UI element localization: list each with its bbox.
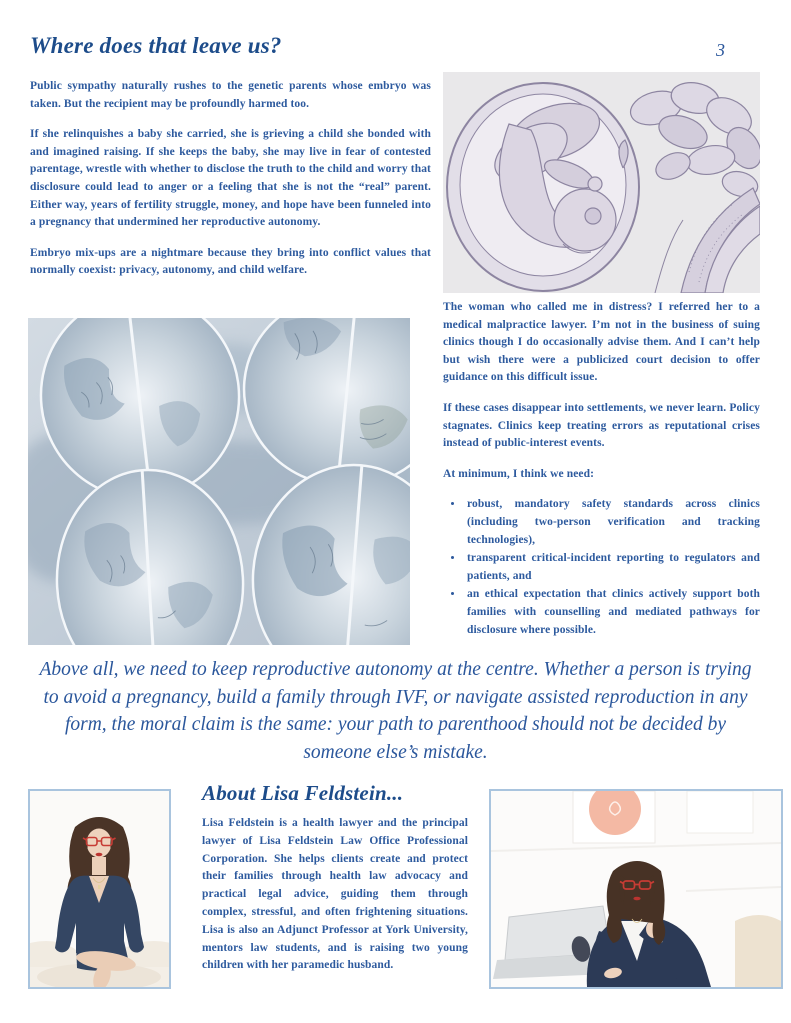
portrait-photo-seated bbox=[28, 789, 171, 989]
bullet-item: • transparent critical-incident reporting to regulators and patients, and bbox=[464, 550, 760, 585]
brain-watercolor-image bbox=[28, 318, 410, 645]
policy-bullet-list bbox=[443, 496, 760, 639]
about-heading: About Lisa Feldstein... bbox=[202, 781, 404, 805]
seated-portrait-graphic bbox=[30, 791, 169, 987]
body-paragraph: The woman who called me in distress? I referred her to a medical malpractice lawyer. I’m not in the business of suing clinics though I do occasionally advise them. And I can’t help but wish there were a publicized court decision to offer guidance on this difficult issue. bbox=[443, 301, 760, 384]
bullet-item: • robust, mandatory safety standards across clinics (including two-person verification and tracking technologies), bbox=[464, 496, 760, 549]
body-paragraph: At minimum, I think we need: bbox=[443, 467, 595, 480]
about-section bbox=[202, 781, 468, 975]
portrait-photo-desk bbox=[489, 789, 783, 989]
fetus-illustration-graphic bbox=[443, 72, 760, 293]
body-paragraph: Embryo mix-ups are a nightmare because they bring into conflict values that normally coexist: privacy, autonomy, and child welfare. bbox=[30, 246, 431, 277]
pull-quote: Above all, we need to keep reproductive autonomy at the centre. Whether a person is trying to avoid a pregnancy, build a family through IVF, or navigate assisted reproduction in any form, the moral claim is the same: your path to parenthood should not be decided by someone else’s mistake. bbox=[39, 659, 752, 763]
brain-watercolor-graphic bbox=[28, 318, 410, 645]
page-title: Where does that leave us? bbox=[30, 33, 282, 58]
body-paragraph: If she relinquishes a baby she carried, she is grieving a child she bonded with and imagined raising. If she keeps the baby, she may live in fear of contested parentage, wrestle with whether to disclose the truth to the child and worry that disclosure could lead to anger or a feeling that she is not the “real” parent. Either way, years of fertility struggle, money, and hope have been funneled into a pregnancy that undermined her reproductive autonomy. bbox=[30, 128, 431, 229]
desk-portrait-graphic bbox=[491, 791, 781, 987]
page-number: 3 bbox=[716, 40, 725, 60]
fetus-anatomical-illustration bbox=[443, 72, 760, 293]
left-column bbox=[30, 78, 431, 293]
body-paragraph: If these cases disappear into settlements, we never learn. Policy stagnates. Clinics keep treating errors as reputational crises instead of public-interest events. bbox=[443, 401, 760, 450]
right-column bbox=[443, 299, 760, 640]
bullet-item: • an ethical expectation that clinics actively support both families with counselling and mediated pathways for disclosure where possible. bbox=[464, 586, 760, 639]
body-paragraph: Public sympathy naturally rushes to the genetic parents whose embryo was taken. But the recipient may be profoundly harmed too. bbox=[30, 80, 431, 110]
about-body: Lisa Feldstein is a health lawyer and the principal lawyer of Lisa Feldstein Law Office Professional Corporation. She helps clients create and protect their families through health law advocacy and practical legal advice, guiding them through complex, stressful, and often frightening situations. Lisa is also an Adjunct Professor at York University, mentors law students, and is raising two young children with her paramedic husband. bbox=[202, 817, 468, 972]
